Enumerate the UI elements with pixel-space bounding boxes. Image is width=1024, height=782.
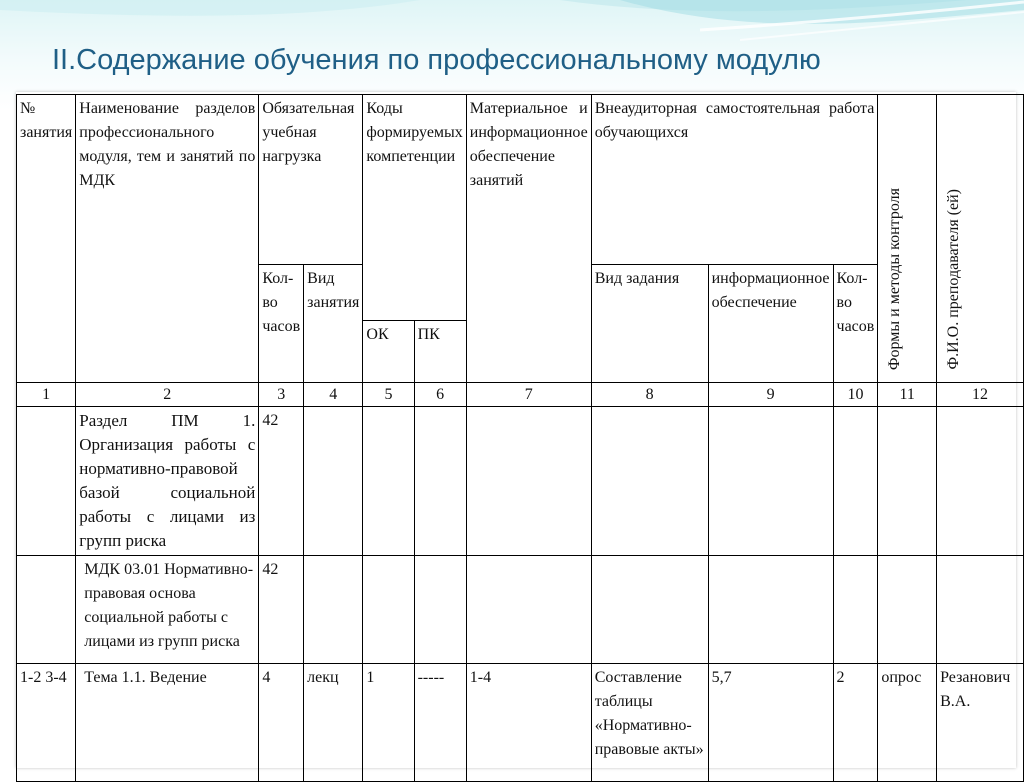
row-num	[17, 407, 76, 556]
row-ok	[363, 556, 414, 664]
col-number: 12	[937, 383, 1024, 407]
col-number: 6	[414, 383, 466, 407]
row-type-text: лекц	[307, 669, 339, 686]
row-hours	[259, 664, 304, 782]
row-num-text: 1-2 3-4	[20, 669, 67, 686]
row-task	[591, 664, 708, 782]
row-pk	[414, 407, 466, 556]
header-forms	[878, 95, 937, 383]
row-type	[304, 664, 363, 782]
header-name: Наименование разделов профессионального модуля, тем и занятий по МДК	[76, 95, 259, 383]
header-num: № занятия	[17, 95, 76, 383]
row-forms	[878, 664, 937, 782]
row-material-text: 1-4	[469, 669, 492, 686]
row-pk-text: -----	[417, 669, 445, 686]
header-material: Материальное и информационное обеспечение занятий	[466, 95, 591, 383]
row-pk	[414, 556, 466, 664]
row-task-text: Составление таблицы «Нормативно-правовые акты»	[594, 669, 704, 758]
row-hours: 42	[259, 407, 304, 556]
table-row	[17, 664, 1024, 782]
row-material	[466, 556, 591, 664]
row-type	[304, 556, 363, 664]
col-number: 3	[259, 383, 304, 407]
col-number: 7	[466, 383, 591, 407]
header-load-hours: Кол-во часов	[259, 265, 304, 383]
header-info: информационное обеспечение	[708, 265, 833, 383]
row-name: Раздел ПМ 1. Организация работы с нормативно-правовой базой социальной работы с лицами из групп риска	[76, 407, 259, 556]
header-load-type: Вид занятия	[304, 265, 363, 383]
row-ok-text: 1	[366, 669, 375, 686]
col-number: 5	[363, 383, 414, 407]
header-task: Вид задания	[591, 265, 708, 383]
row-type	[304, 407, 363, 556]
row-material	[466, 664, 591, 782]
header-teacher	[937, 95, 1024, 383]
row-num	[17, 556, 76, 664]
header-pk: ПК	[414, 321, 466, 383]
row-name: МДК 03.01 Нормативно-правовая основа социальной работы с лицами из групп риска	[76, 556, 259, 664]
row-task	[591, 407, 708, 556]
col-number: 2	[76, 383, 259, 407]
row-hours: 42	[259, 556, 304, 664]
row-ok	[363, 407, 414, 556]
curriculum-table	[16, 94, 1024, 782]
row-indep-hours-text: 2	[836, 669, 845, 686]
col-number: 8	[591, 383, 708, 407]
row-indep-hours	[833, 664, 878, 782]
table-row	[17, 407, 1024, 556]
col-number: 4	[304, 383, 363, 407]
col-number: 11	[878, 383, 937, 407]
table-row	[17, 556, 1024, 664]
row-ok	[363, 664, 414, 782]
row-name	[76, 664, 259, 782]
row-info	[708, 664, 833, 782]
row-pk	[414, 664, 466, 782]
row-indep-hours	[833, 556, 878, 664]
row-teacher	[937, 407, 1024, 556]
row-forms	[878, 556, 937, 664]
col-number: 10	[833, 383, 878, 407]
row-name-text: Тема 1.1. Ведение	[84, 669, 207, 686]
slide-title: II.Содержание обучения по профессиональному модулю	[52, 44, 821, 76]
header-load: Обязательная учебная нагрузка	[259, 95, 363, 265]
row-teacher-text: Резанович В.А.	[940, 669, 1011, 710]
row-info	[708, 556, 833, 664]
header-independent-work: Внеаудиторная самостоятельная работа обучающихся	[591, 95, 878, 265]
row-indep-hours	[833, 407, 878, 556]
col-number: 9	[708, 383, 833, 407]
header-forms-label: Формы и методы контроля	[886, 187, 904, 370]
row-material	[466, 407, 591, 556]
header-ok: ОК	[363, 321, 414, 383]
row-forms	[878, 407, 937, 556]
row-teacher	[937, 556, 1024, 664]
header-teacher-label: Ф.И.О. преподавателя (ей)	[945, 189, 963, 370]
row-info	[708, 407, 833, 556]
row-forms-text: опрос	[881, 669, 922, 686]
col-number: 1	[17, 383, 76, 407]
row-teacher	[937, 664, 1024, 782]
row-hours-text: 4	[262, 669, 271, 686]
header-codes: Коды формируемых компетенции	[363, 95, 466, 321]
header-indep-hours: Кол-во часов	[833, 265, 878, 383]
row-num	[17, 664, 76, 782]
row-info-text: 5,7	[711, 669, 732, 686]
row-task	[591, 556, 708, 664]
